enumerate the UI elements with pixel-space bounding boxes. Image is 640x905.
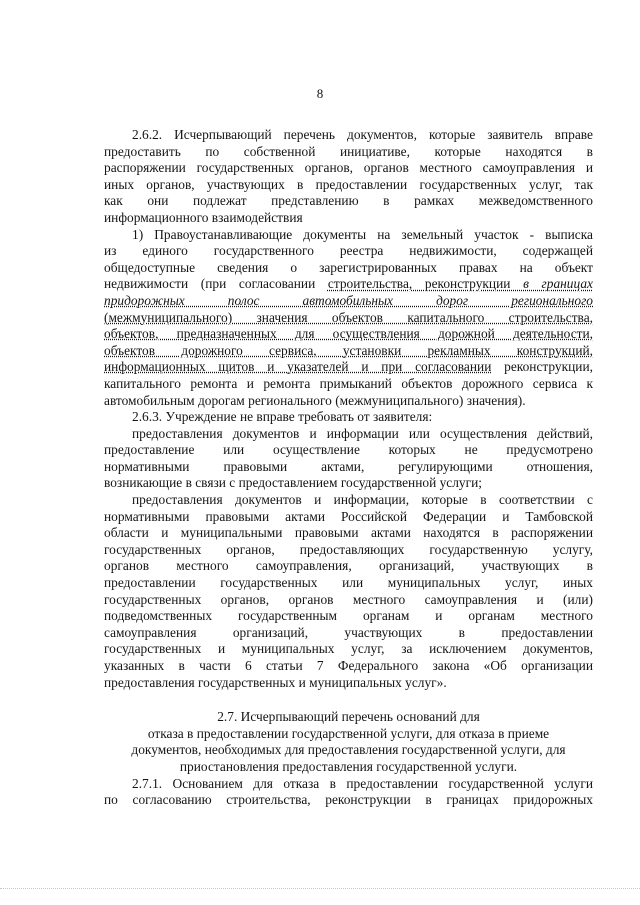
text-line: подведомственных государственным органам и органам местного — [104, 608, 593, 624]
text-line: государственных и муниципальных услуг, за исключением документов, — [104, 641, 593, 657]
text-line: по согласованию строительства, реконструкции в границах придорожных — [104, 792, 593, 808]
text-line: капитального ремонта и ремонта примыканий объектов дорожного сервиса к — [104, 375, 593, 391]
text-line: возникающие в связи с предоставлением государственной услуги; — [104, 475, 482, 491]
text-line: 2.6.2. Исчерпывающий перечень документов, которые заявитель вправе — [132, 127, 593, 142]
text-line: нормативными правовыми актами Российской Федерации и Тамбовской — [104, 508, 593, 524]
text-line: информационного взаимодействия — [104, 209, 303, 225]
section-heading: приостановления предоставления государственной услуги. — [179, 758, 518, 774]
text-line: распоряжении государственных органов, органов местного самоуправления и — [104, 160, 593, 176]
text-line: как они подлежат представлению в рамках межведомственного — [104, 193, 593, 209]
text-line: информационных щитов и указателей и при согласовании реконструкции, — [104, 359, 593, 375]
text-line: государственных органов, предоставляющих государственную услугу, — [104, 541, 593, 557]
text-line: общедоступные сведения о зарегистрированных правах на объект — [104, 259, 593, 275]
section-heading: отказа в предоставлении государственной услуги, для отказа в приеме — [147, 725, 550, 741]
text-line: предоставление или осуществление которых не предусмотрено — [104, 442, 593, 458]
section-heading: 2.7. Исчерпывающий перечень оснований для — [217, 709, 480, 725]
text-line: самоуправления организаций, участвующих в предоставлении — [104, 624, 593, 640]
text-line: нормативными правовыми актами, регулирующими отношения, — [104, 458, 593, 474]
text-line: автомобильным дорогам регионального (межмуниципального) значения). — [104, 392, 526, 408]
text-line: объектов, предназначенных для осуществления дорожной деятельности, — [104, 326, 593, 342]
text-line: предоставлении государственных или муниципальных услуг, иных — [104, 575, 593, 591]
text-line: предоставления документов и информации или осуществления действий, — [132, 425, 593, 441]
text-line: указанных в части 6 статьи 7 Федерального закона «Об организации — [104, 658, 593, 673]
document-body — [104, 127, 593, 809]
scan-artifact — [0, 888, 640, 891]
text-line: из единого государственного реестра недвижимости, содержащей — [104, 243, 593, 259]
page-number: 8 — [316, 86, 324, 101]
text-line: органов местного самоуправления, организаций, участвующих в — [104, 558, 593, 574]
text-line: 1) Правоустанавливающие документы на земельный участок - выписка — [132, 226, 593, 242]
text-line: области и муниципальными правовыми актами находятся в распоряжении — [104, 525, 593, 541]
text-line: 2.7.1. Основанием для отказа в предоставлении государственной услуги — [132, 775, 593, 791]
text-line: придорожных полос автомобильных дорог регионального — [104, 292, 593, 308]
section-heading: документов, необходимых для предоставления государственной услуги, для — [131, 742, 566, 758]
text-line: иных органов, участвующих в предоставлении государственных услуг, так — [104, 176, 593, 192]
text-line: недвижимости (при согласовании строительства, реконструкции в границах — [104, 276, 594, 292]
text-line: объектов дорожного сервиса, установки рекламных конструкций, — [104, 342, 593, 358]
text-line: 2.6.3. Учреждение не вправе требовать от заявителя: — [132, 409, 433, 425]
text-line: государственных органов, органов местного самоуправления и (или) — [104, 591, 593, 607]
text-line: (межмуниципального) значения объектов капитального строительства, — [104, 309, 593, 325]
text-line: предоставления государственных и муниципальных услуг». — [104, 674, 447, 690]
text-line: предоставления документов и информации, которые в соответствии с — [132, 492, 593, 508]
text-line: предоставить по собственной инициативе, которые находятся в — [104, 143, 593, 159]
